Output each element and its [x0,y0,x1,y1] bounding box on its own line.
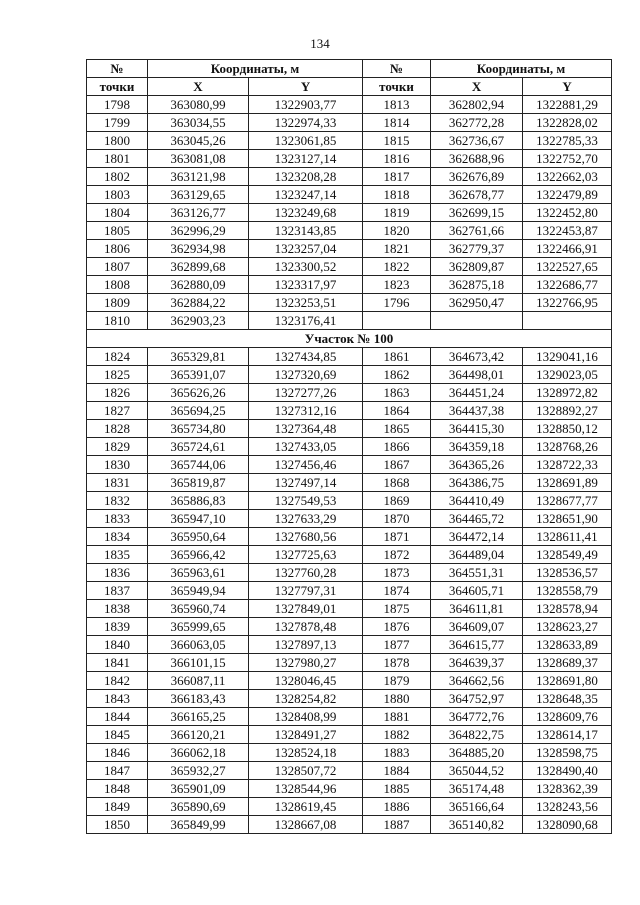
y-coord-left: 1323249,68 [249,204,363,222]
y-coord-left: 1328667,08 [249,816,363,834]
point-number-left: 1837 [87,582,148,600]
x-coord-left: 362884,22 [148,294,249,312]
y-coord-right: 1328243,56 [523,798,612,816]
table-row [87,510,612,528]
y-coord-right: 1328648,35 [523,690,612,708]
coordinates-table [86,59,612,834]
y-coord-right: 1328490,40 [523,762,612,780]
x-coord-left: 363080,99 [148,96,249,114]
x-coord-left: 365391,07 [148,366,249,384]
y-coord-right: 1322527,65 [523,258,612,276]
y-coord-left: 1327277,26 [249,384,363,402]
table-row [87,420,612,438]
y-coord-left: 1323208,28 [249,168,363,186]
table-row [87,402,612,420]
x-coord-right: 364551,31 [431,564,523,582]
y-coord-left: 1327878,48 [249,618,363,636]
y-coord-right: 1328558,79 [523,582,612,600]
y-coord-right: 1322466,91 [523,240,612,258]
table-row [87,438,612,456]
point-number-left: 1841 [87,654,148,672]
x-coord-right: 364662,56 [431,672,523,690]
point-number-left: 1805 [87,222,148,240]
point-number-right: 1867 [363,456,431,474]
x-coord-right: 364472,14 [431,528,523,546]
point-number-right: 1879 [363,672,431,690]
y-coord-right: 1329041,16 [523,348,612,366]
y-coord-left: 1328491,27 [249,726,363,744]
point-number-left: 1838 [87,600,148,618]
x-coord-left: 362903,23 [148,312,249,330]
x-coord-left: 366165,25 [148,708,249,726]
point-number-left: 1808 [87,276,148,294]
point-number-left: 1802 [87,168,148,186]
x-coord-left: 365890,69 [148,798,249,816]
x-header-right: X [431,78,523,96]
y-coord-right: 1328536,57 [523,564,612,582]
y-coord-left: 1323061,85 [249,132,363,150]
table-row [87,600,612,618]
point-number-left: 1842 [87,672,148,690]
y-coord-right: 1322686,77 [523,276,612,294]
x-coord-left: 362934,98 [148,240,249,258]
table-row [87,366,612,384]
num-header-top-left: № [87,60,148,78]
point-number-right: 1873 [363,564,431,582]
point-number-left: 1830 [87,456,148,474]
x-coord-right: 364437,38 [431,402,523,420]
x-coord-right: 364498,01 [431,366,523,384]
point-number-right: 1881 [363,708,431,726]
point-number-right: 1871 [363,528,431,546]
y-coord-right: 1322785,33 [523,132,612,150]
point-number-left: 1839 [87,618,148,636]
x-coord-left: 366120,21 [148,726,249,744]
table-row [87,816,612,834]
y-coord-right: 1322479,89 [523,186,612,204]
x-coord-right: 362950,47 [431,294,523,312]
y-coord-left: 1323247,14 [249,186,363,204]
point-number-right: 1819 [363,204,431,222]
y-header-left: Y [249,78,363,96]
point-number-left: 1799 [87,114,148,132]
x-coord-left: 365886,83 [148,492,249,510]
coords-header-right: Координаты, м [431,60,612,78]
point-number-left: 1849 [87,798,148,816]
y-coord-right: 1328691,89 [523,474,612,492]
table-row [87,762,612,780]
x-coord-right: 365166,64 [431,798,523,816]
x-coord-right: 364359,18 [431,438,523,456]
y-coord-left: 1323300,52 [249,258,363,276]
table-row [87,258,612,276]
y-coord-right: 1328677,77 [523,492,612,510]
point-number-left: 1844 [87,708,148,726]
x-coord-left: 363126,77 [148,204,249,222]
x-coord-right: 362688,96 [431,150,523,168]
x-coord-left: 365950,64 [148,528,249,546]
x-coord-left: 363045,26 [148,132,249,150]
x-coord-right: 362678,77 [431,186,523,204]
y-coord-left: 1322974,33 [249,114,363,132]
y-coord-left: 1327680,56 [249,528,363,546]
section-title: Участок № 100 [87,330,612,348]
x-coord-left: 365819,87 [148,474,249,492]
x-coord-left: 365734,80 [148,420,249,438]
y-coord-left: 1327980,27 [249,654,363,672]
point-number-right: 1866 [363,438,431,456]
y-coord-right: 1328549,49 [523,546,612,564]
x-coord-left: 365626,26 [148,384,249,402]
x-coord-right: 362699,15 [431,204,523,222]
y-coord-left: 1327633,29 [249,510,363,528]
point-number-right: 1884 [363,762,431,780]
point-number-right: 1876 [363,618,431,636]
y-coord-left: 1327897,13 [249,636,363,654]
x-coord-left: 365963,61 [148,564,249,582]
x-coord-right [431,312,523,330]
y-coord-left: 1323253,51 [249,294,363,312]
table-row [87,150,612,168]
y-header-right: Y [523,78,612,96]
x-coord-left: 363121,98 [148,168,249,186]
y-coord-left: 1327725,63 [249,546,363,564]
y-coord-right: 1328623,27 [523,618,612,636]
y-coord-left: 1327549,53 [249,492,363,510]
x-coord-left: 365960,74 [148,600,249,618]
x-coord-right: 364615,77 [431,636,523,654]
y-coord-left: 1327364,48 [249,420,363,438]
point-number-left: 1826 [87,384,148,402]
x-coord-right: 364605,71 [431,582,523,600]
x-coord-right: 365174,48 [431,780,523,798]
point-number-right: 1862 [363,366,431,384]
table-row [87,672,612,690]
y-coord-right: 1322662,03 [523,168,612,186]
table-row [87,690,612,708]
point-number-left: 1850 [87,816,148,834]
point-number-right: 1878 [363,654,431,672]
y-coord-right: 1328689,37 [523,654,612,672]
x-coord-right: 362875,18 [431,276,523,294]
table-row [87,312,612,330]
y-coord-left: 1327456,46 [249,456,363,474]
y-coord-left: 1323176,41 [249,312,363,330]
x-coord-left: 366087,11 [148,672,249,690]
point-number-left: 1801 [87,150,148,168]
y-coord-left: 1328408,99 [249,708,363,726]
y-coord-right: 1328578,94 [523,600,612,618]
table-row [87,798,612,816]
x-coord-right: 364639,37 [431,654,523,672]
y-coord-left: 1327320,69 [249,366,363,384]
point-number-right [363,312,431,330]
table-row [87,582,612,600]
point-number-left: 1798 [87,96,148,114]
x-coord-left: 365949,94 [148,582,249,600]
y-coord-left: 1328619,45 [249,798,363,816]
point-number-left: 1832 [87,492,148,510]
point-number-left: 1845 [87,726,148,744]
point-number-left: 1827 [87,402,148,420]
x-coord-left: 365694,25 [148,402,249,420]
point-number-left: 1810 [87,312,148,330]
table-row [87,546,612,564]
point-number-right: 1869 [363,492,431,510]
x-coord-right: 364489,04 [431,546,523,564]
y-coord-right: 1328614,17 [523,726,612,744]
point-number-right: 1885 [363,780,431,798]
point-number-right: 1796 [363,294,431,312]
x-coord-left: 365932,27 [148,762,249,780]
num-header-bottom-right: точки [363,78,431,96]
x-coord-right: 362802,94 [431,96,523,114]
point-number-right: 1887 [363,816,431,834]
y-coord-right: 1328892,27 [523,402,612,420]
y-coord-left: 1327797,31 [249,582,363,600]
table-row [87,222,612,240]
x-coord-right: 362736,67 [431,132,523,150]
y-coord-left: 1322903,77 [249,96,363,114]
x-coord-right: 364611,81 [431,600,523,618]
point-number-left: 1828 [87,420,148,438]
x-coord-right: 364465,72 [431,510,523,528]
x-coord-right: 364410,49 [431,492,523,510]
point-number-left: 1835 [87,546,148,564]
x-coord-left: 362996,29 [148,222,249,240]
point-number-right: 1877 [363,636,431,654]
x-coord-right: 365044,52 [431,762,523,780]
y-coord-right: 1328768,26 [523,438,612,456]
y-coord-right: 1328651,90 [523,510,612,528]
table-row [87,492,612,510]
table-row [87,168,612,186]
point-number-right: 1868 [363,474,431,492]
y-coord-left: 1328524,18 [249,744,363,762]
y-coord-right: 1328609,76 [523,708,612,726]
table-row [87,564,612,582]
x-coord-left: 366101,15 [148,654,249,672]
y-coord-right [523,312,612,330]
table-row [87,276,612,294]
point-number-left: 1806 [87,240,148,258]
point-number-right: 1880 [363,690,431,708]
point-number-right: 1874 [363,582,431,600]
table-row [87,132,612,150]
table-row [87,726,612,744]
x-coord-left: 365901,09 [148,780,249,798]
y-coord-left: 1323127,14 [249,150,363,168]
point-number-right: 1816 [363,150,431,168]
x-coord-right: 362779,37 [431,240,523,258]
y-coord-left: 1323143,85 [249,222,363,240]
y-coord-left: 1328254,82 [249,690,363,708]
y-coord-left: 1323317,97 [249,276,363,294]
y-coord-right: 1328850,12 [523,420,612,438]
table-header [87,60,612,96]
point-number-left: 1809 [87,294,148,312]
x-coord-right: 362772,28 [431,114,523,132]
point-number-right: 1815 [363,132,431,150]
x-coord-right: 364772,76 [431,708,523,726]
table-row [87,384,612,402]
x-coord-right: 362676,89 [431,168,523,186]
table-row [87,636,612,654]
y-coord-left: 1323257,04 [249,240,363,258]
point-number-left: 1824 [87,348,148,366]
y-coord-right: 1328611,41 [523,528,612,546]
point-number-right: 1817 [363,168,431,186]
x-coord-right: 364822,75 [431,726,523,744]
y-coord-left: 1327497,14 [249,474,363,492]
y-coord-left: 1327433,05 [249,438,363,456]
table-row [87,474,612,492]
y-coord-right: 1322881,29 [523,96,612,114]
y-coord-right: 1328722,33 [523,456,612,474]
y-coord-right: 1322752,70 [523,150,612,168]
table-row [87,528,612,546]
y-coord-right: 1322453,87 [523,222,612,240]
x-coord-right: 364386,75 [431,474,523,492]
num-header-top-right: № [363,60,431,78]
table-row [87,96,612,114]
x-coord-left: 365999,65 [148,618,249,636]
point-number-right: 1814 [363,114,431,132]
x-coord-left: 365744,06 [148,456,249,474]
x-coord-right: 364885,20 [431,744,523,762]
x-coord-left: 363129,65 [148,186,249,204]
y-coord-right: 1322828,02 [523,114,612,132]
x-coord-right: 362761,66 [431,222,523,240]
x-coord-left: 366063,05 [148,636,249,654]
coords-header-left: Координаты, м [148,60,363,78]
x-coord-right: 364365,26 [431,456,523,474]
x-coord-right: 364752,97 [431,690,523,708]
x-coord-right: 365140,82 [431,816,523,834]
point-number-right: 1870 [363,510,431,528]
y-coord-right: 1328090,68 [523,816,612,834]
point-number-left: 1831 [87,474,148,492]
point-number-right: 1822 [363,258,431,276]
point-number-right: 1821 [363,240,431,258]
y-coord-left: 1327312,16 [249,402,363,420]
point-number-left: 1803 [87,186,148,204]
point-number-left: 1833 [87,510,148,528]
point-number-right: 1864 [363,402,431,420]
point-number-right: 1882 [363,726,431,744]
x-coord-left: 366062,18 [148,744,249,762]
point-number-left: 1800 [87,132,148,150]
table-row [87,240,612,258]
point-number-left: 1840 [87,636,148,654]
point-number-right: 1875 [363,600,431,618]
point-number-right: 1863 [363,384,431,402]
x-coord-left: 363081,08 [148,150,249,168]
point-number-left: 1836 [87,564,148,582]
x-coord-left: 365849,99 [148,816,249,834]
point-number-right: 1823 [363,276,431,294]
x-coord-left: 362880,09 [148,276,249,294]
y-coord-left: 1328046,45 [249,672,363,690]
table-row [87,708,612,726]
y-coord-right: 1328598,75 [523,744,612,762]
point-number-right: 1886 [363,798,431,816]
point-number-left: 1846 [87,744,148,762]
table-row [87,114,612,132]
x-coord-right: 364415,30 [431,420,523,438]
x-coord-left: 362899,68 [148,258,249,276]
point-number-right: 1865 [363,420,431,438]
x-coord-right: 364609,07 [431,618,523,636]
point-number-left: 1829 [87,438,148,456]
num-header-bottom-left: точки [87,78,148,96]
y-coord-right: 1328691,80 [523,672,612,690]
y-coord-left: 1328507,72 [249,762,363,780]
y-coord-right: 1328972,82 [523,384,612,402]
x-coord-right: 362809,87 [431,258,523,276]
table-row [87,780,612,798]
x-coord-left: 366183,43 [148,690,249,708]
point-number-right: 1861 [363,348,431,366]
x-coord-left: 365724,61 [148,438,249,456]
table-row [87,186,612,204]
point-number-left: 1848 [87,780,148,798]
table-row [87,204,612,222]
table-row [87,348,612,366]
x-coord-left: 365947,10 [148,510,249,528]
point-number-left: 1847 [87,762,148,780]
page-number: 134 [310,36,330,51]
table-row [87,294,612,312]
x-coord-left: 365329,81 [148,348,249,366]
point-number-right: 1820 [363,222,431,240]
point-number-right: 1813 [363,96,431,114]
section-title-row [87,330,612,348]
point-number-right: 1872 [363,546,431,564]
y-coord-right: 1329023,05 [523,366,612,384]
y-coord-left: 1327849,01 [249,600,363,618]
point-number-right: 1883 [363,744,431,762]
point-number-left: 1804 [87,204,148,222]
x-coord-right: 364673,42 [431,348,523,366]
table-body [87,96,612,834]
point-number-right: 1818 [363,186,431,204]
table-row [87,744,612,762]
x-coord-right: 364451,24 [431,384,523,402]
y-coord-left: 1327760,28 [249,564,363,582]
y-coord-right: 1322452,80 [523,204,612,222]
x-coord-left: 363034,55 [148,114,249,132]
table-row [87,654,612,672]
y-coord-left: 1328544,96 [249,780,363,798]
y-coord-left: 1327434,85 [249,348,363,366]
table-row [87,456,612,474]
y-coord-right: 1328633,89 [523,636,612,654]
y-coord-right: 1322766,95 [523,294,612,312]
point-number-left: 1834 [87,528,148,546]
x-coord-left: 365966,42 [148,546,249,564]
table-row [87,618,612,636]
point-number-left: 1843 [87,690,148,708]
point-number-left: 1825 [87,366,148,384]
y-coord-right: 1328362,39 [523,780,612,798]
point-number-left: 1807 [87,258,148,276]
x-header-left: X [148,78,249,96]
